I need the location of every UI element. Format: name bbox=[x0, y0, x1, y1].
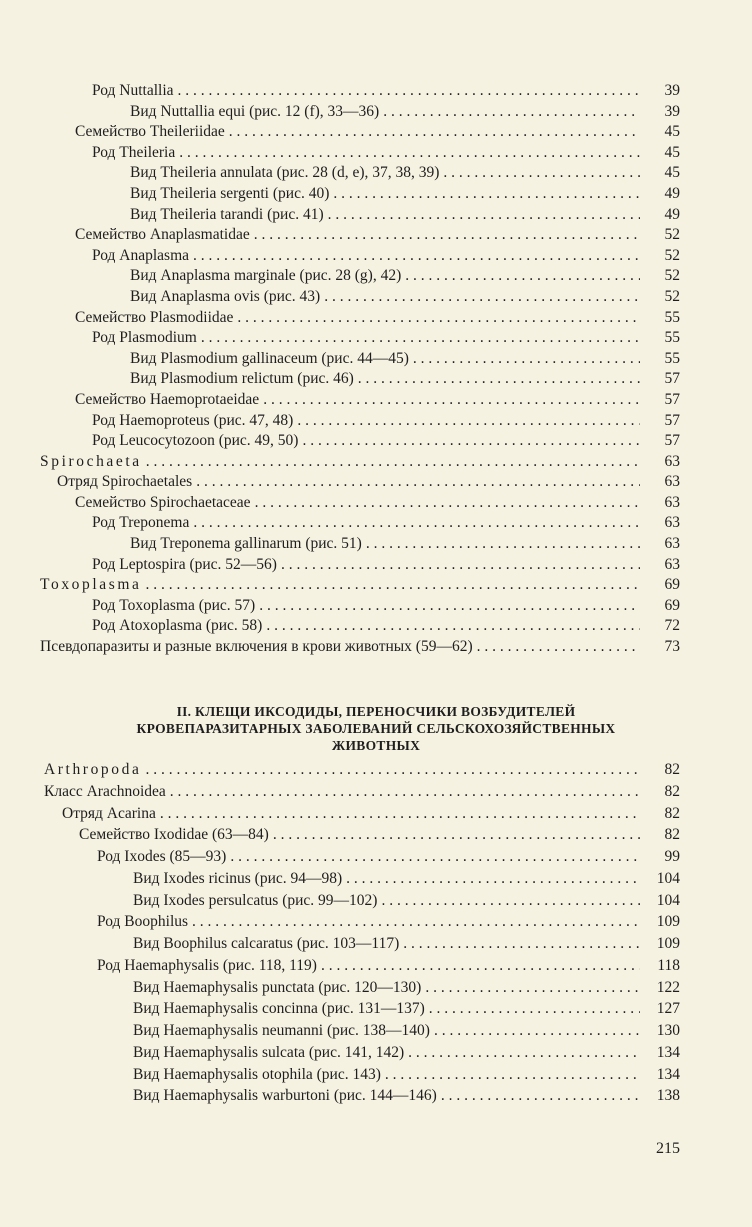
toc-entry bbox=[0, 308, 752, 329]
dot-leader bbox=[193, 513, 640, 534]
toc-entry bbox=[0, 803, 752, 825]
toc-entry-title: Toxoplasma bbox=[40, 575, 146, 596]
toc-entry-title: Вид Nuttallia equi (рис. 12 (f), 33—36) bbox=[130, 102, 383, 123]
toc-entry bbox=[0, 184, 752, 205]
dot-leader bbox=[403, 933, 640, 955]
toc-section-2 bbox=[0, 759, 752, 1107]
toc-entry-page: 109 bbox=[656, 935, 680, 952]
toc-entry-title: Вид Ixodes persulcatus (рис. 99—102) bbox=[133, 890, 381, 912]
toc-entry-page: 63 bbox=[664, 555, 680, 573]
toc-entry-title: Семейство Haemoprotaeidae bbox=[75, 390, 263, 411]
heading-line: II. КЛЕЩИ ИКСОДИДЫ, ПЕРЕНОСЧИКИ ВОЗБУДИТЕЛЕЙ bbox=[176, 704, 576, 719]
toc-entry bbox=[0, 163, 752, 184]
dot-leader bbox=[193, 246, 640, 267]
toc-entry-page: 39 bbox=[664, 82, 680, 99]
toc-entry bbox=[0, 534, 752, 555]
toc-entry-page: 57 bbox=[664, 370, 680, 388]
dot-leader bbox=[302, 431, 640, 452]
toc-entry-page: 52 bbox=[664, 226, 680, 244]
toc-entry-page: 45 bbox=[664, 143, 680, 161]
toc-entry-page: 72 bbox=[664, 617, 680, 635]
toc-entry-title: Отряд Acarina bbox=[62, 803, 160, 825]
toc-entry-title: Псевдопаразиты и разные включения в крови животных (59—62) bbox=[40, 637, 477, 658]
dot-leader bbox=[385, 1064, 640, 1086]
dot-leader bbox=[405, 266, 640, 287]
toc-entry-title: Род Nuttallia bbox=[92, 81, 178, 102]
heading-line: ЖИВОТНЫХ bbox=[331, 738, 421, 753]
toc-entry bbox=[0, 1042, 752, 1064]
toc-entry-page: 49 bbox=[664, 184, 680, 202]
toc-entry bbox=[0, 328, 752, 349]
toc-entry bbox=[0, 205, 752, 226]
dot-leader bbox=[358, 369, 640, 390]
toc-entry bbox=[0, 452, 752, 473]
dot-leader bbox=[441, 1085, 640, 1107]
toc-entry-title: Отряд Spirochaetales bbox=[57, 472, 196, 493]
dot-leader bbox=[237, 308, 640, 329]
toc-entry bbox=[0, 513, 752, 534]
toc-entry-title: Род Boophilus bbox=[97, 911, 192, 933]
dot-leader bbox=[170, 781, 640, 803]
toc-entry-page: 69 bbox=[664, 576, 680, 594]
toc-entry-page: 99 bbox=[664, 848, 680, 865]
toc-entry bbox=[0, 781, 752, 803]
toc-entry-title: Вид Theileria annulata (рис. 28 (d, e), 37, 38, 39) bbox=[130, 163, 443, 184]
toc-entry bbox=[0, 369, 752, 390]
toc-entry-title: Род Atoxoplasma (рис. 58) bbox=[92, 616, 266, 637]
toc-entry bbox=[0, 349, 752, 370]
dot-leader bbox=[178, 81, 640, 102]
toc-entry bbox=[0, 637, 752, 658]
toc-entry-title: Семейство Ixodidae (63—84) bbox=[79, 824, 273, 846]
chapter-heading bbox=[0, 703, 752, 754]
dot-leader bbox=[160, 803, 640, 825]
dot-leader bbox=[229, 122, 640, 143]
toc-section-1 bbox=[0, 81, 752, 658]
toc-entry bbox=[0, 616, 752, 637]
toc-entry-page: 57 bbox=[664, 390, 680, 408]
toc-entry-title: Вид Haemaphysalis concinna (рис. 131—137) bbox=[133, 998, 429, 1020]
toc-entry-title: Вид Anaplasma marginale (рис. 28 (g), 42) bbox=[130, 266, 405, 287]
toc-entry-page: 134 bbox=[656, 1043, 680, 1061]
dot-leader bbox=[196, 472, 640, 493]
toc-entry-title: Вид Haemaphysalis neumanni (рис. 138—140) bbox=[133, 1020, 434, 1042]
toc-entry-page: 63 bbox=[664, 452, 680, 470]
toc-entry-page: 52 bbox=[664, 287, 680, 305]
dot-leader bbox=[477, 637, 640, 658]
toc-entry bbox=[0, 955, 752, 977]
toc-entry bbox=[0, 824, 752, 846]
toc-entry-page: 55 bbox=[664, 329, 680, 347]
toc-entry-page: 82 bbox=[664, 826, 680, 844]
dot-leader bbox=[145, 759, 640, 781]
toc-entry-page: 82 bbox=[664, 782, 680, 800]
toc-entry-title: Класс Arachnoidea bbox=[44, 781, 170, 803]
dot-leader bbox=[443, 163, 640, 184]
toc-entry-title: Род Plasmodium bbox=[92, 328, 201, 349]
toc-entry bbox=[0, 1020, 752, 1042]
toc-entry-page: 63 bbox=[664, 535, 680, 553]
toc-entry-title: Род Theileria bbox=[92, 143, 179, 164]
toc-entry-page: 52 bbox=[664, 246, 680, 264]
toc-entry-page: 109 bbox=[656, 913, 680, 931]
toc-entry-page: 82 bbox=[664, 761, 680, 778]
toc-entry-title: Семейство Plasmodiidae bbox=[75, 308, 237, 329]
toc-entry-title: Род Toxoplasma (рис. 57) bbox=[92, 596, 259, 617]
toc-entry-page: 49 bbox=[664, 205, 680, 223]
toc-entry bbox=[0, 246, 752, 267]
toc-entry bbox=[0, 266, 752, 287]
dot-leader bbox=[321, 955, 640, 977]
dot-leader bbox=[281, 555, 640, 576]
toc-entry-title: Вид Plasmodium relictum (рис. 46) bbox=[130, 369, 358, 390]
toc-entry-page: 45 bbox=[664, 164, 680, 182]
toc-entry-title: Вид Theileria sergenti (рис. 40) bbox=[130, 184, 333, 205]
dot-leader bbox=[192, 911, 640, 933]
dot-leader bbox=[328, 205, 640, 226]
toc-entry-title: Род Ixodes (85—93) bbox=[97, 846, 230, 868]
toc-entry bbox=[0, 390, 752, 411]
toc-entry-title: Семейство Spirochaetaceae bbox=[75, 493, 255, 514]
toc-entry-title: Вид Haemaphysalis sulcata (рис. 141, 142) bbox=[133, 1042, 408, 1064]
toc-entry-title: Семейство Anaplasmatidae bbox=[75, 225, 254, 246]
toc-entry-page: 55 bbox=[664, 308, 680, 326]
dot-leader bbox=[297, 411, 640, 432]
toc-entry-page: 63 bbox=[664, 514, 680, 532]
toc-entry-title: Вид Theileria tarandi (рис. 41) bbox=[130, 205, 328, 226]
page-number: 215 bbox=[656, 1140, 680, 1157]
toc-entry-title: Род Haemoproteus (рис. 47, 48) bbox=[92, 411, 297, 432]
toc-entry-page: 73 bbox=[664, 638, 680, 656]
dot-leader bbox=[324, 287, 640, 308]
toc-entry bbox=[0, 846, 752, 868]
toc-entry-title: Род Anaplasma bbox=[92, 246, 193, 267]
toc-entry bbox=[0, 555, 752, 576]
dot-leader bbox=[255, 493, 640, 514]
dot-leader bbox=[429, 998, 640, 1020]
dot-leader bbox=[333, 184, 640, 205]
toc-entry bbox=[0, 977, 752, 999]
toc-entry-title: Вид Haemaphysalis punctata (рис. 120—130) bbox=[133, 977, 425, 999]
dot-leader bbox=[366, 534, 640, 555]
toc-entry bbox=[0, 596, 752, 617]
dot-leader bbox=[266, 616, 640, 637]
toc-entry-page: 134 bbox=[656, 1065, 680, 1083]
toc-entry-page: 130 bbox=[656, 1022, 680, 1039]
dot-leader bbox=[383, 102, 640, 123]
toc-entry-page: 52 bbox=[664, 267, 680, 285]
toc-entry bbox=[0, 143, 752, 164]
toc-entry bbox=[0, 81, 752, 102]
heading-line: КРОВЕПАРАЗИТАРНЫХ ЗАБОЛЕВАНИЙ СЕЛЬСКОХОЗЯЙСТВЕННЫХ bbox=[136, 721, 616, 736]
dot-leader bbox=[146, 575, 640, 596]
toc-entry-title: Вид Ixodes ricinus (рис. 94—98) bbox=[133, 868, 346, 890]
toc-entry-title: Род Haemaphysalis (рис. 118, 119) bbox=[97, 955, 321, 977]
toc-entry-page: 69 bbox=[664, 596, 680, 614]
toc-entry bbox=[0, 472, 752, 493]
dot-leader bbox=[230, 846, 640, 868]
dot-leader bbox=[146, 452, 640, 473]
toc-entry bbox=[0, 493, 752, 514]
toc-entry-title: Род Treponema bbox=[92, 513, 193, 534]
toc-entry-title: Вид Haemaphysalis warburtoni (рис. 144—146) bbox=[133, 1085, 441, 1107]
toc-entry-page: 138 bbox=[656, 1087, 680, 1105]
toc-entry-title: Род Leptospira (рис. 52—56) bbox=[92, 555, 281, 576]
toc-entry-title: Вид Treponema gallinarum (рис. 51) bbox=[130, 534, 366, 555]
toc-entry bbox=[0, 431, 752, 452]
toc-entry-title: Вид Anaplasma ovis (рис. 43) bbox=[130, 287, 324, 308]
dot-leader bbox=[179, 143, 640, 164]
toc-entry bbox=[0, 122, 752, 143]
toc-entry bbox=[0, 575, 752, 596]
toc-entry-page: 39 bbox=[664, 102, 680, 120]
toc-entry bbox=[0, 225, 752, 246]
toc-entry-page: 104 bbox=[656, 891, 680, 909]
dot-leader bbox=[263, 390, 640, 411]
toc-entry-page: 82 bbox=[664, 804, 680, 822]
toc-entry-title: Род Leucocytozoon (рис. 49, 50) bbox=[92, 431, 302, 452]
dot-leader bbox=[434, 1020, 640, 1042]
dot-leader bbox=[408, 1042, 640, 1064]
toc-entry bbox=[0, 868, 752, 890]
toc-entry bbox=[0, 998, 752, 1020]
toc-entry-page: 127 bbox=[656, 1000, 680, 1018]
toc-entry-page: 57 bbox=[664, 432, 680, 450]
toc-entry bbox=[0, 911, 752, 933]
toc-entry bbox=[0, 102, 752, 123]
toc-entry-page: 45 bbox=[664, 123, 680, 141]
dot-leader bbox=[259, 596, 640, 617]
toc-entry bbox=[0, 759, 752, 781]
toc-entry-page: 57 bbox=[664, 411, 680, 429]
dot-leader bbox=[273, 824, 640, 846]
toc-entry bbox=[0, 1085, 752, 1107]
toc-entry-page: 63 bbox=[664, 493, 680, 511]
dot-leader bbox=[381, 890, 640, 912]
dot-leader bbox=[413, 349, 640, 370]
toc-entry-page: 104 bbox=[656, 869, 680, 887]
toc-entry-title: Вид Boophilus calcaratus (рис. 103—117) bbox=[133, 933, 403, 955]
dot-leader bbox=[254, 225, 640, 246]
toc-entry-page: 55 bbox=[664, 349, 680, 367]
toc-entry bbox=[0, 1064, 752, 1086]
toc-entry-page: 63 bbox=[664, 473, 680, 491]
dot-leader bbox=[346, 868, 640, 890]
toc-entry-title: Вид Haemaphysalis otophila (рис. 143) bbox=[133, 1064, 385, 1086]
toc-entry-title: Arthropoda bbox=[44, 759, 145, 781]
dot-leader bbox=[425, 977, 640, 999]
toc-entry-title: Вид Plasmodium gallinaceum (рис. 44—45) bbox=[130, 349, 413, 370]
toc-entry bbox=[0, 411, 752, 432]
toc-entry bbox=[0, 933, 752, 955]
toc-entry-page: 122 bbox=[656, 978, 680, 996]
toc-entry-title: Spirochaeta bbox=[40, 452, 146, 473]
toc-entry bbox=[0, 287, 752, 308]
toc-entry-page: 118 bbox=[657, 956, 680, 974]
toc-entry-title: Семейство Theileriidae bbox=[75, 122, 229, 143]
toc-entry bbox=[0, 890, 752, 912]
dot-leader bbox=[201, 328, 640, 349]
